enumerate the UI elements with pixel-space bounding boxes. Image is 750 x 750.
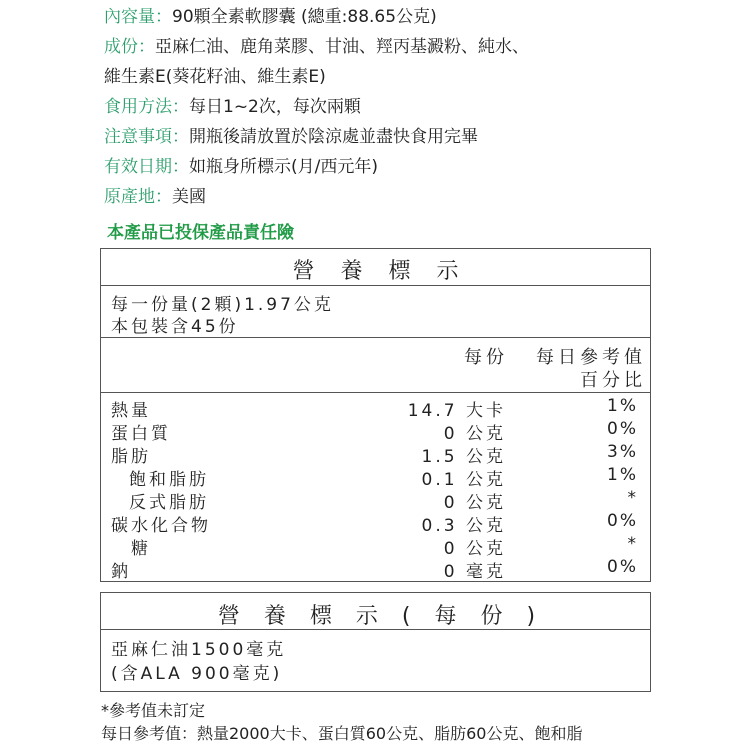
nutrition-row <box>101 396 650 419</box>
footnote-daily-values: 每日參考值：熱量2000大卡、蛋白質60公克、脂肪60公克、飽和脂 <box>101 724 583 743</box>
expiry-label: 有效日期： <box>104 157 189 177</box>
caution-value: 開瓶後請放置於陰涼處並盡快食用完畢 <box>189 127 478 147</box>
nutrient-dv: 0% <box>607 511 638 531</box>
divider <box>101 392 650 393</box>
nutrition-row <box>101 511 650 534</box>
nutrient-amount: 0 公克 <box>443 493 506 513</box>
nutrient-name: 飽和脂肪 <box>129 470 209 490</box>
ingredients-line-2 <box>104 66 326 88</box>
ingredients-value: 亞麻仁油、鹿角菜膠、甘油、羥丙基澱粉、純水、 <box>155 37 529 57</box>
serving-size: 每一份量(2顆)1.97公克 <box>111 295 334 315</box>
supplement-line-2: (含ALA 900毫克) <box>111 664 283 684</box>
daily-value-header-2: 百分比 <box>580 370 646 391</box>
divider <box>101 337 650 338</box>
ingredients-line <box>104 36 529 58</box>
nutrition-row <box>101 442 650 465</box>
supplement-line-1: 亞麻仁油1500毫克 <box>111 640 287 660</box>
caution-line <box>104 126 478 148</box>
nutrition-row <box>101 419 650 442</box>
nutrient-amount: 0 毫克 <box>443 562 506 582</box>
nutrient-amount: 0 公克 <box>443 424 506 444</box>
divider <box>101 629 650 630</box>
nutrition-table <box>100 248 651 582</box>
content-amount-line <box>104 6 437 28</box>
nutrition-title: 營養標示 <box>292 259 485 284</box>
nutrient-dv: * <box>627 534 638 554</box>
nutrient-name: 糖 <box>131 539 151 559</box>
nutrient-dv: * <box>627 488 638 508</box>
daily-value-header: 每日參考值 <box>536 347 646 368</box>
nutrient-amount: 14.7 大卡 <box>407 401 506 421</box>
nutrient-name: 反式脂肪 <box>129 493 209 513</box>
nutrient-name: 鈉 <box>111 562 131 582</box>
nutrition-row <box>101 557 650 580</box>
ingredients-label: 成份： <box>104 37 155 57</box>
origin-line <box>104 186 206 208</box>
content-amount-value: 90顆全素軟膠囊 (總重:88.65公克) <box>172 7 437 27</box>
nutrient-amount: 0.3 公克 <box>421 516 506 536</box>
nutrient-dv: 3% <box>607 442 638 462</box>
nutrition-row <box>101 465 650 488</box>
footnote-reference-undefined: *參考值未訂定 <box>101 701 206 720</box>
nutrient-amount: 0.1 公克 <box>421 470 506 490</box>
insurance-notice: 本產品已投保產品責任險 <box>107 223 294 243</box>
divider <box>101 285 650 286</box>
nutrient-amount: 0 公克 <box>443 539 506 559</box>
ingredients-value-cont: 維生素E(葵花籽油、維生素E) <box>104 67 326 87</box>
content-amount-label: 內容量： <box>104 7 172 27</box>
origin-label: 原產地： <box>104 187 172 207</box>
nutrient-dv: 1% <box>607 465 638 485</box>
nutrient-dv: 0% <box>607 557 638 577</box>
servings-per-package: 本包裝含45份 <box>111 317 239 337</box>
nutrient-dv: 0% <box>607 419 638 439</box>
usage-value: 每日1~2次，每次兩顆 <box>189 97 361 117</box>
supplement-table <box>100 592 651 692</box>
expiry-line <box>104 156 378 178</box>
nutrient-name: 蛋白質 <box>111 424 171 444</box>
nutrient-name: 脂肪 <box>111 447 151 467</box>
usage-line <box>104 96 361 118</box>
usage-label: 食用方法： <box>104 97 189 117</box>
expiry-value: 如瓶身所標示(月/西元年) <box>189 157 378 177</box>
caution-label: 注意事項： <box>104 127 189 147</box>
origin-value: 美國 <box>172 187 206 207</box>
nutrient-name: 熱量 <box>111 401 151 421</box>
nutrition-row <box>101 534 650 557</box>
supplement-title: 營養標示(每份) <box>217 604 560 629</box>
nutrient-dv: 1% <box>607 396 638 416</box>
nutrition-row <box>101 488 650 511</box>
nutrient-amount: 1.5 公克 <box>421 447 506 467</box>
per-serving-header: 每份 <box>464 347 508 368</box>
nutrient-name: 碳水化合物 <box>111 516 211 536</box>
